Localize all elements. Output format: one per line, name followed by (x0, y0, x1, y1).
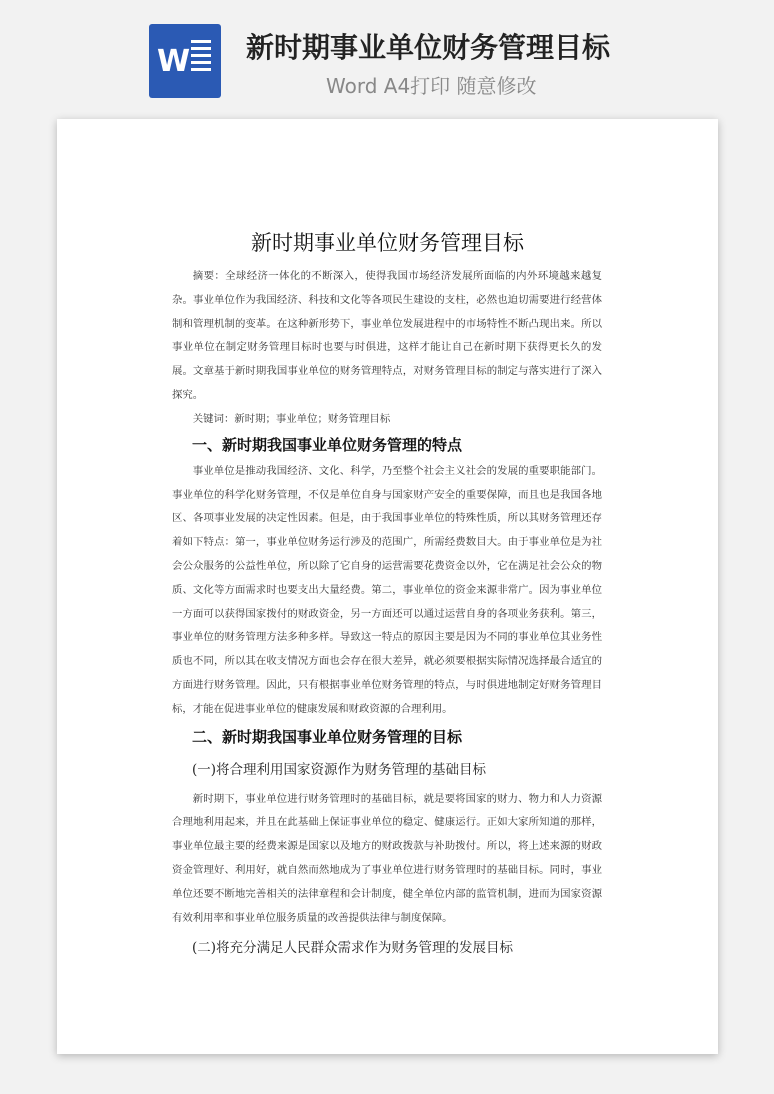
document-content (172, 265, 602, 966)
document-page (57, 119, 718, 1054)
abstract-paragraph: 摘要：全球经济一体化的不断深入，使得我国市场经济发展所面临的内外环境越来越复杂。事业单位作为我国经济、科技和文化等各项民生建设的支柱，必然也迫切需要进行经营体制和管理机制的变革。在这种新形势下，事业单位发展进程中的市场特性不断凸现出来。所以事业单位在制定财务管理目标时也要与时俱进，这样才能让自己在新时期下获得更长久的发展。文章基于新时期我国事业单位的财务管理特点，对财务管理目标的制定与落实进行了深入探究。 (172, 270, 602, 401)
word-document-icon (149, 24, 221, 98)
header-subtitle: Word A4打印 随意修改 (326, 74, 537, 98)
header-title: 新时期事业单位财务管理目标 (246, 31, 611, 64)
section-2-heading: 二、新时期我国事业单位财务管理的目标 (192, 727, 463, 746)
header (0, 0, 774, 110)
subsection-1-paragraph: 新时期下，事业单位进行财务管理时的基础目标，就是要将国家的财力、物力和人力资源合理地利用起来，并且在此基础上保证事业单位的稳定、健康运行。正如大家所知道的那样，事业单位最主要的经费来源是国家以及地方的财政拨款与补助拨付。所以，将上述来源的财政资金管理好、利用好，就自然而然地成为了事业单位进行财务管理时的基础目标。同时，事业单位还要不断地完善相关的法律章程和会计制度，健全单位内部的监管机制，进而为国家资源有效利用率和事业单位服务质量的改善提供法律与制度保障。 (172, 792, 602, 924)
subsection-2-heading: (二)将充分满足人民群众需求作为财务管理的发展目标 (192, 940, 514, 957)
document-title: 新时期事业单位财务管理目标 (251, 231, 524, 255)
document-lines-icon (191, 40, 211, 75)
word-letter: W (157, 44, 191, 79)
section-1-paragraph: 事业单位是推动我国经济、文化、科学，乃至整个社会主义社会的发展的重要职能部门。事业单位的科学化财务管理，不仅是单位自身与国家财产安全的重要保障，而且也是我国各地区、各项事业发展的决定性因素。但是，由于我国事业单位的特殊性质，所以其财务管理还存着如下特点：第一，事业单位财务运行涉及的范围广，所需经费数目大。由于事业单位是为社会公众服务的公益性单位，所以除了它自身的运营需要花费资金以外，它在满足社会公众的物质、文化等方面需求时也要支出大量经费。第二，事业单位的资金来源非常广。因为事业单位一方面可以获得国家拨付的财政资金，另一方面还可以通过运营自身的各项业务获利。第三，事业单位的财务管理方法多种多样。导致这一特点的原因主要是因为不同的事业单位其业务性质也不同，所以其在收支情况方面也会存在很大差异，就必须要根据实际情况选择最合适宜的方面进行财务管理。因此，只有根据事业单位财务管理的特点，与时俱进地制定好财务管理目标，才能在促进事业单位的健康发展和财政资源的合理利用。 (172, 464, 602, 715)
keywords-line: 关键词：新时期；事业单位；财务管理目标 (192, 412, 391, 425)
subsection-1-heading: (一)将合理利用国家资源作为财务管理的基础目标 (192, 761, 487, 778)
section-1-heading: 一、新时期我国事业单位财务管理的特点 (192, 435, 463, 454)
